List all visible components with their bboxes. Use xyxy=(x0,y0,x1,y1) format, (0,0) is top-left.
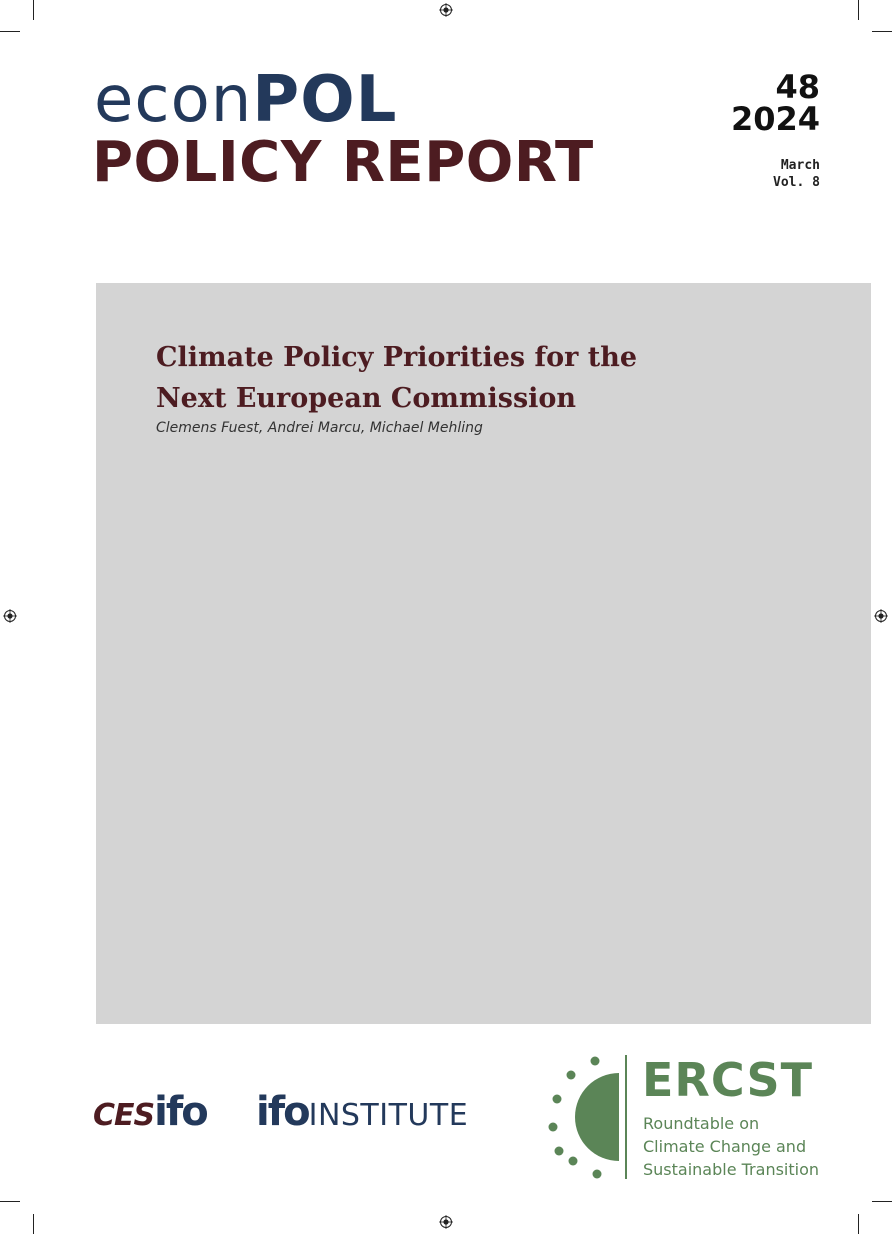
econpol-logo xyxy=(94,62,397,138)
issue-number: 48 xyxy=(775,68,820,106)
crop-mark-bottom-left-v xyxy=(33,1214,34,1234)
crop-mark-top-left-h xyxy=(0,31,20,32)
crop-mark-bottom-right-h xyxy=(872,1201,892,1202)
registration-mark-left-icon xyxy=(3,609,17,623)
policy-report-heading: POLICY REPORT xyxy=(92,130,594,195)
cesifo-ifo-text: ifo xyxy=(154,1089,207,1135)
crop-mark-bottom-left-h xyxy=(0,1201,20,1202)
issue-volume: Vol. 8 xyxy=(773,175,820,190)
pol-wordmark: POL xyxy=(252,63,398,137)
registration-mark-bottom-icon xyxy=(439,1215,453,1229)
report-title: Climate Policy Priorities for the Next European Commission xyxy=(156,342,638,414)
ercst-tagline-3: Sustainable Transition xyxy=(643,1160,820,1179)
ercst-tagline-2: Climate Change and xyxy=(643,1137,807,1156)
ercst-sun-icon xyxy=(547,1055,627,1179)
crop-mark-top-left-v xyxy=(33,0,34,20)
econ-wordmark: econ xyxy=(94,63,253,137)
crop-mark-bottom-right-v xyxy=(858,1214,859,1234)
crop-mark-top-right-v xyxy=(858,0,859,20)
ifo-institute-logo xyxy=(256,1088,468,1144)
report-authors: Clemens Fuest, Andrei Marcu, Michael Mehling xyxy=(156,420,483,436)
cesifo-logo xyxy=(93,1088,207,1144)
registration-mark-top-icon xyxy=(439,3,453,17)
registration-mark-right-icon xyxy=(874,609,888,623)
ifo-institute-text: INSTITUTE xyxy=(308,1098,469,1133)
issue-month: March xyxy=(780,158,820,173)
cesifo-ces-text: CES xyxy=(93,1098,155,1133)
ercst-tagline-1: Roundtable on xyxy=(643,1114,760,1133)
cover-panel xyxy=(96,283,871,1024)
ifo-mark-text: ifo xyxy=(256,1089,309,1135)
ercst-wordmark: ERCST xyxy=(642,1053,813,1107)
crop-mark-top-right-h xyxy=(872,31,892,32)
issue-year: 2024 xyxy=(730,100,820,138)
